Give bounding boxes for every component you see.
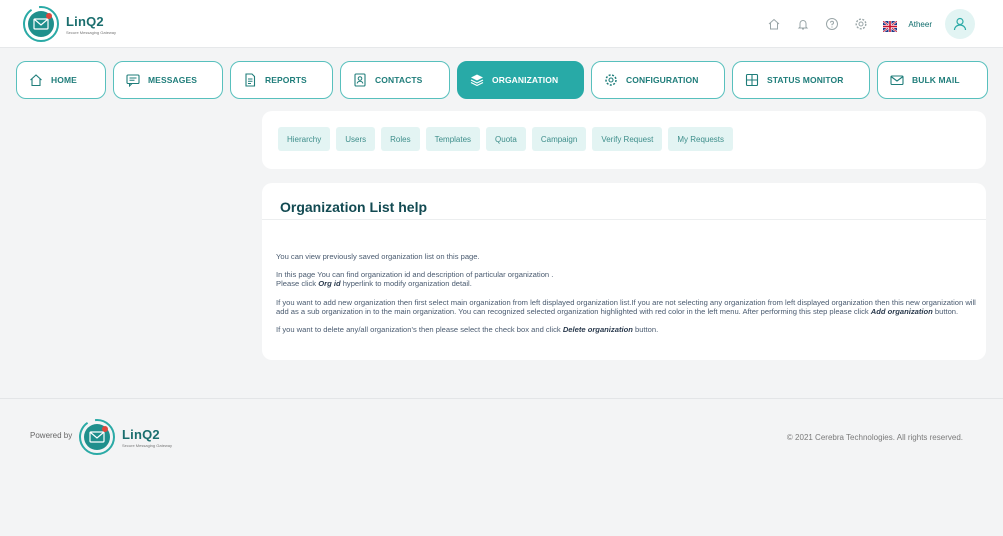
tab-messages[interactable] (113, 61, 223, 99)
uk-flag-icon[interactable] (883, 19, 897, 30)
brand-tagline: Secure Messaging Gateway (122, 442, 173, 448)
divider (262, 219, 986, 220)
main-nav (16, 61, 988, 99)
tab-label: CONTACTS (375, 75, 423, 85)
brand-name: LinQ2 (66, 13, 104, 29)
logo-badge-icon (22, 5, 60, 43)
tab-label: STATUS MONITOR (767, 75, 844, 85)
help-text: If you want to delete any/all organization's then please select the check box and click (276, 325, 563, 335)
home-icon[interactable] (766, 16, 782, 32)
subnav-quota[interactable]: Quota (486, 127, 526, 151)
subnav-verify-request[interactable]: Verify Request (592, 127, 662, 151)
help-text: hyperlink to modify organization detail. (340, 279, 472, 289)
logo-badge-icon (78, 418, 116, 456)
tab-label: MESSAGES (148, 75, 197, 85)
gear-icon (604, 73, 618, 87)
brand-logo[interactable] (22, 5, 116, 43)
brand-tagline: Secure Messaging Gateway (66, 29, 117, 35)
tab-status-monitor[interactable] (732, 61, 870, 99)
tab-reports[interactable] (230, 61, 333, 99)
layers-icon (470, 73, 484, 87)
document-icon (243, 73, 257, 87)
bell-icon[interactable] (795, 16, 811, 32)
help-text: In this page You can find organization id and description of particular organization . (276, 270, 554, 280)
help-paragraph (276, 270, 976, 288)
subnav-users[interactable]: Users (336, 127, 375, 151)
help-paragraph (276, 298, 976, 316)
gear-icon[interactable] (853, 16, 869, 32)
user-icon (952, 16, 968, 32)
subnav-templates[interactable]: Templates (426, 127, 480, 151)
footer (0, 398, 1003, 536)
mail-icon (890, 73, 904, 87)
subnav-card (262, 111, 986, 169)
copyright-text: © 2021 Cerebra Technologies. All rights reserved. (786, 433, 963, 442)
tab-label: CONFIGURATION (626, 75, 699, 85)
tab-organization[interactable] (457, 61, 584, 99)
help-text: button. (932, 306, 959, 316)
tab-configuration[interactable] (591, 61, 725, 99)
add-organization-term: Add organization (870, 306, 933, 316)
help-paragraph (276, 252, 976, 261)
subnav (278, 127, 739, 151)
user-name[interactable]: Atheer (908, 19, 932, 29)
help-icon[interactable] (824, 16, 840, 32)
footer-logo (78, 418, 172, 456)
user-avatar[interactable] (945, 9, 975, 39)
tab-label: ORGANIZATION (492, 75, 559, 85)
subnav-campaign[interactable]: Campaign (532, 127, 586, 151)
help-paragraph (276, 325, 976, 334)
help-text: If you want to add new organization then first select main organization from left displayed organization list.If you are not selecting any organization from left displayed organization then this new organization will add as a sub organization in to the main organization. You can recognized selected organization highlighted with red color in the left menu. After performing this step please click (276, 297, 976, 316)
tab-bulk-mail[interactable] (877, 61, 988, 99)
top-header (0, 0, 1003, 48)
help-text: Please click (276, 279, 319, 289)
page-title: Organization List help (280, 199, 428, 215)
help-body (276, 252, 976, 343)
tab-label: HOME (51, 75, 77, 85)
help-text: You can view previously saved organization list on this page. (276, 252, 480, 261)
tab-label: BULK MAIL (912, 75, 960, 85)
org-id-term: Org id (318, 279, 341, 289)
grid-icon (745, 73, 759, 87)
help-text: button. (632, 325, 659, 335)
tab-home[interactable] (16, 61, 106, 99)
header-actions (753, 8, 975, 40)
subnav-my-requests[interactable]: My Requests (668, 127, 733, 151)
tab-contacts[interactable] (340, 61, 450, 99)
brand-name: LinQ2 (122, 426, 160, 442)
delete-organization-term: Delete organization (562, 325, 633, 335)
message-icon (126, 73, 140, 87)
subnav-hierarchy[interactable]: Hierarchy (278, 127, 330, 151)
powered-by-label: Powered by (30, 431, 73, 440)
contacts-icon (353, 73, 367, 87)
help-card (262, 183, 986, 360)
home-icon (29, 73, 43, 87)
tab-label: REPORTS (265, 75, 307, 85)
subnav-roles[interactable]: Roles (381, 127, 419, 151)
